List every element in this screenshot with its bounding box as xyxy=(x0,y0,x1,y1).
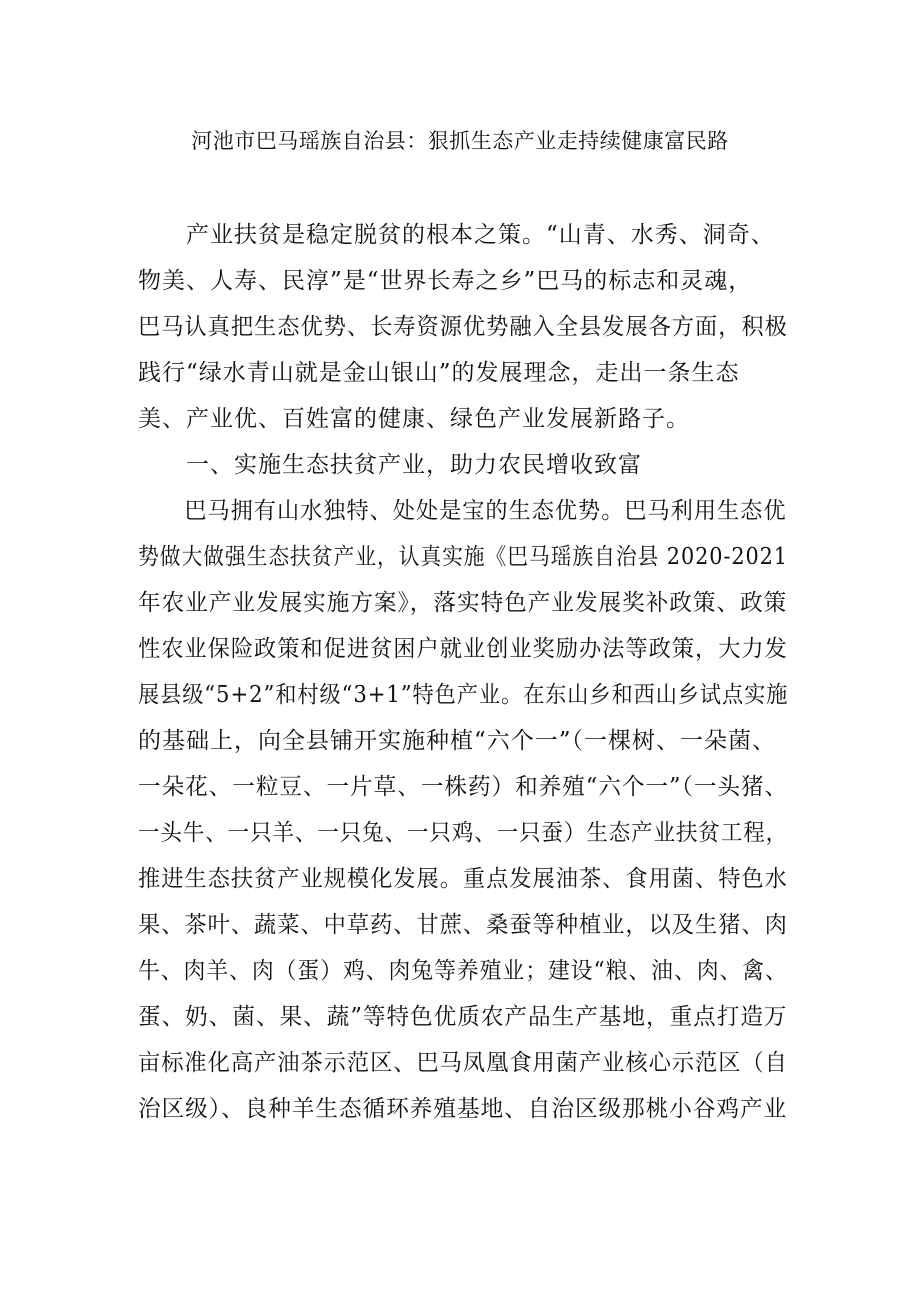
paragraph-line: 美、产业优、百姓富的健康、绿色产业发展新路子。 xyxy=(138,406,690,432)
paragraph-line: 亩标准化高产油茶示范区、巴马凤凰食用菌产业核心示范区（自 xyxy=(138,1050,788,1076)
paragraph-line: 的基础上，向全县铺开实施种植“六个一”（一棵树、一朵菌、 xyxy=(138,728,777,754)
paragraph-line: 践行“绿水青山就是金山银山”的发展理念，走出一条生态 xyxy=(138,360,740,386)
paragraph-line: 势做大做强生态扶贫产业，认真实施《巴马瑶族自治县 2020-2021 xyxy=(138,544,788,570)
document-title: 河池市巴马瑶族自治县：狠抓生态产业走持续健康富民路 xyxy=(191,129,729,153)
paragraph-line: 牛、肉羊、肉（蛋）鸡、肉兔等养殖业；建设“粮、油、肉、禽、 xyxy=(138,958,788,984)
paragraph-line: 一头牛、一只羊、一只兔、一只鸡、一只蚕）生态产业扶贫工程， xyxy=(138,820,789,846)
document-body xyxy=(138,212,788,1132)
paragraph-line: 产业扶贫是稳定脱贫的根本之策。“山青、水秀、洞奇、 xyxy=(186,222,775,248)
paragraph-line: 巴马拥有山水独特、处处是宝的生态优势。巴马利用生态优 xyxy=(184,498,787,524)
paragraph-line: 展县级“5+2”和村级“3+1”特色产业。在东山乡和西山乡试点实施 xyxy=(138,682,789,708)
paragraph-line: 性农业保险政策和促进贫困户就业创业奖励办法等政策，大力发 xyxy=(138,636,788,662)
paragraph-line: 年农业产业发展实施方案》，落实特色产业发展奖补政策、政策 xyxy=(138,590,788,616)
paragraph-line: 治区级）、良种羊生态循环养殖基地、自治区级那桃小谷鸡产业 xyxy=(138,1096,788,1122)
paragraph-line: 物美、人寿、民淳”是“世界长寿之乡”巴马的标志和灵魂， xyxy=(138,268,753,294)
paragraph-line: 果、茶叶、蔬菜、中草药、甘蔗、桑蚕等种植业，以及生猪、肉 xyxy=(138,912,788,938)
paragraph-line: 一朵花、一粒豆、一片草、一株药）和养殖“六个一”（一头猪、 xyxy=(138,774,789,800)
paragraph-line: 蛋、奶、菌、果、蔬”等特色优质农产品生产基地，重点打造万 xyxy=(138,1004,788,1030)
paragraph-line: 巴马认真把生态优势、长寿资源优势融入全县发展各方面，积极 xyxy=(138,314,788,340)
section-heading: 一、实施生态扶贫产业，助力农民增收致富 xyxy=(186,452,642,478)
paragraph-line: 推进生态扶贫产业规模化发展。重点发展油茶、食用菌、特色水 xyxy=(138,866,788,892)
